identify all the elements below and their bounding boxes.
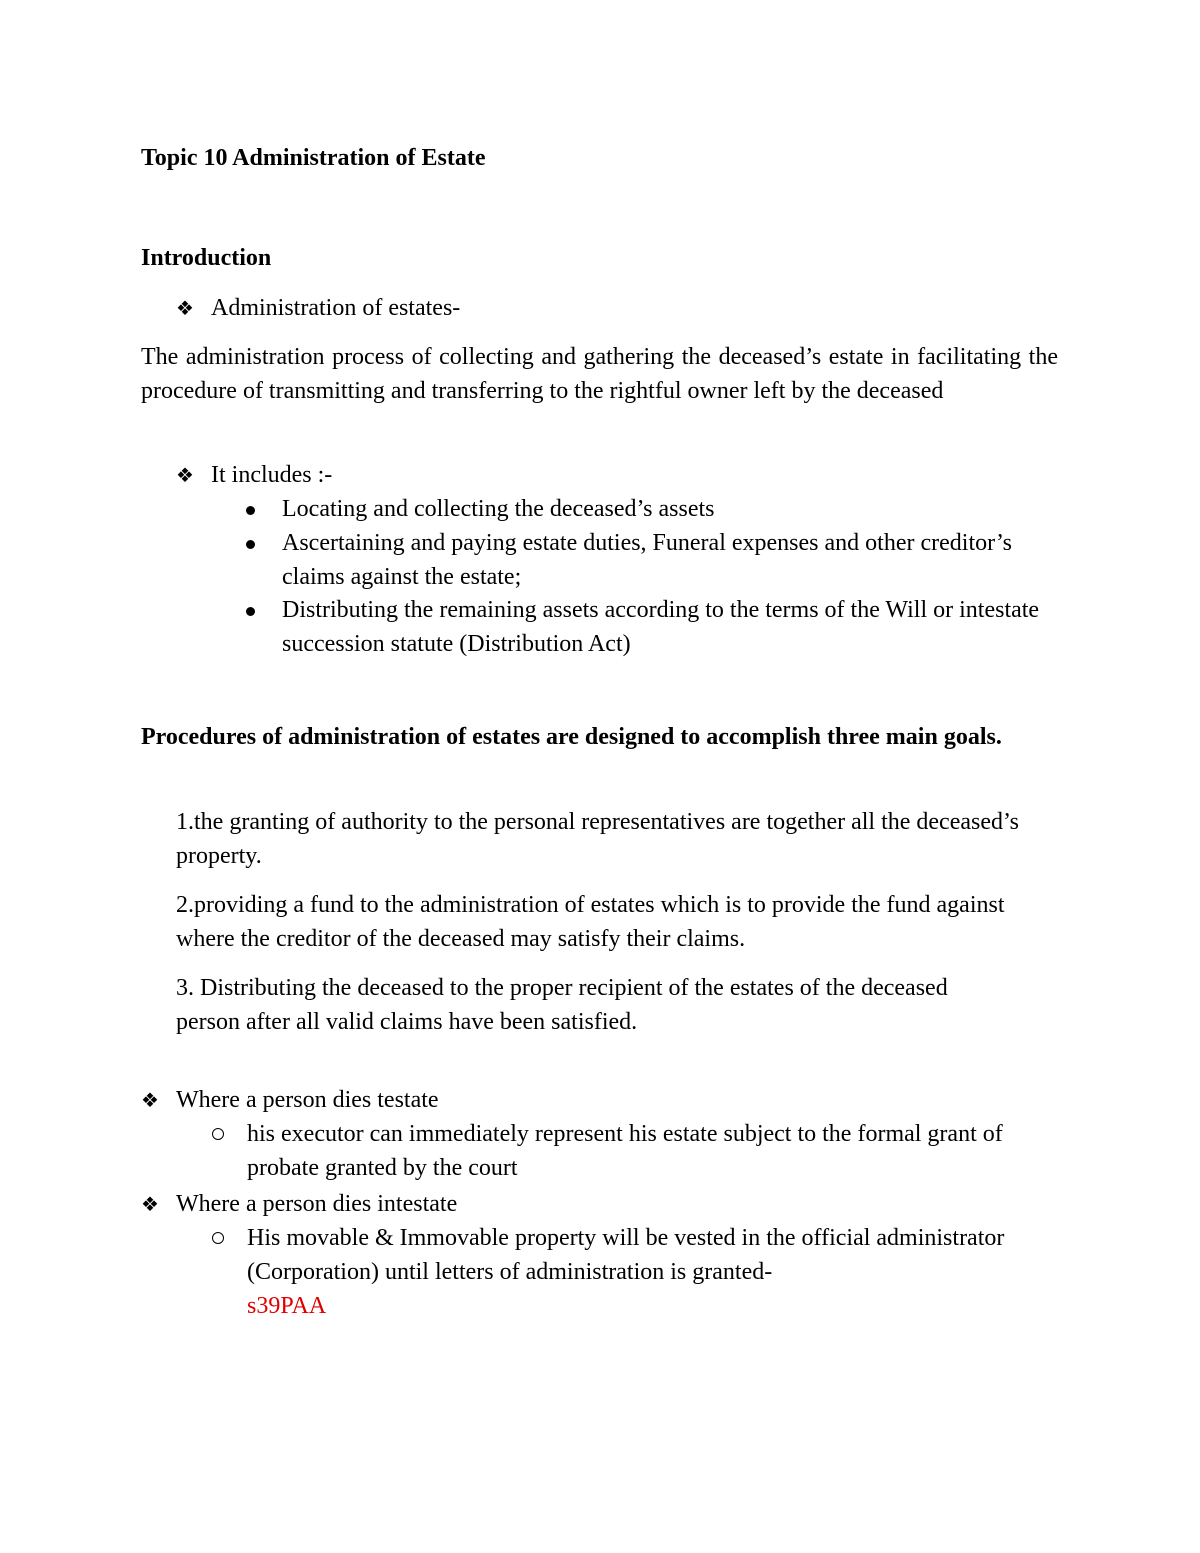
includes-item-2: Ascertaining and paying estate duties, Funeral expenses and other creditor’s claims against the estate; (282, 530, 1012, 590)
testate-bullet-text: Where a person dies testate (176, 1087, 439, 1113)
bullet-dot-icon (246, 540, 255, 549)
diamond-bullet-icon: ❖ (176, 296, 194, 320)
page-title: Topic 10 Administration of Estate (141, 145, 486, 171)
procedures-heading: Procedures of administration of estates are designed to accomplish three main goals. (141, 724, 1002, 750)
includes-item-1: Locating and collecting the deceased’s assets (282, 496, 715, 522)
bullet-dot-icon (246, 607, 255, 616)
intestate-sub-item (247, 1221, 1017, 1323)
hollow-circle-bullet-icon (212, 1232, 224, 1244)
hollow-circle-bullet-icon (212, 1128, 224, 1140)
intestate-sub-text: His movable & Immovable property will be vested in the official administrator (Corporation) until letters of administration is granted- (247, 1225, 1005, 1285)
introduction-heading: Introduction (141, 245, 272, 271)
goal-2: 2.providing a fund to the administration of estates which is to provide the fund against where the creditor of the deceased may satisfy their claims. (176, 892, 1005, 952)
diamond-bullet-icon: ❖ (141, 1192, 159, 1216)
bullet-dot-icon (246, 506, 255, 515)
goal-3: 3. Distributing the deceased to the proper recipient of the estates of the deceased person after all valid claims have been satisfied. (176, 975, 948, 1035)
includes-item-3: Distributing the remaining assets according to the terms of the Will or intestate succession statute (Distribution Act) (282, 597, 1040, 657)
diamond-bullet-icon: ❖ (141, 1088, 159, 1112)
includes-bullet-text: It includes :- (211, 462, 333, 488)
admin-paragraph: The administration process of collecting and gathering the deceased’s estate in facilitating the procedure of transmitting and transferring to the rightful owner left by the deceased (141, 344, 1058, 404)
intestate-bullet-text: Where a person dies intestate (176, 1191, 458, 1217)
diamond-bullet-icon: ❖ (176, 463, 194, 487)
statute-reference: s39PAA (247, 1293, 327, 1319)
goal-1: 1.the granting of authority to the personal representatives are together all the deceased’s property. (176, 809, 1020, 869)
admin-bullet-text: Administration of estates- (211, 295, 461, 321)
testate-sub-item: his executor can immediately represent his estate subject to the formal grant of probate granted by the court (247, 1121, 1003, 1181)
